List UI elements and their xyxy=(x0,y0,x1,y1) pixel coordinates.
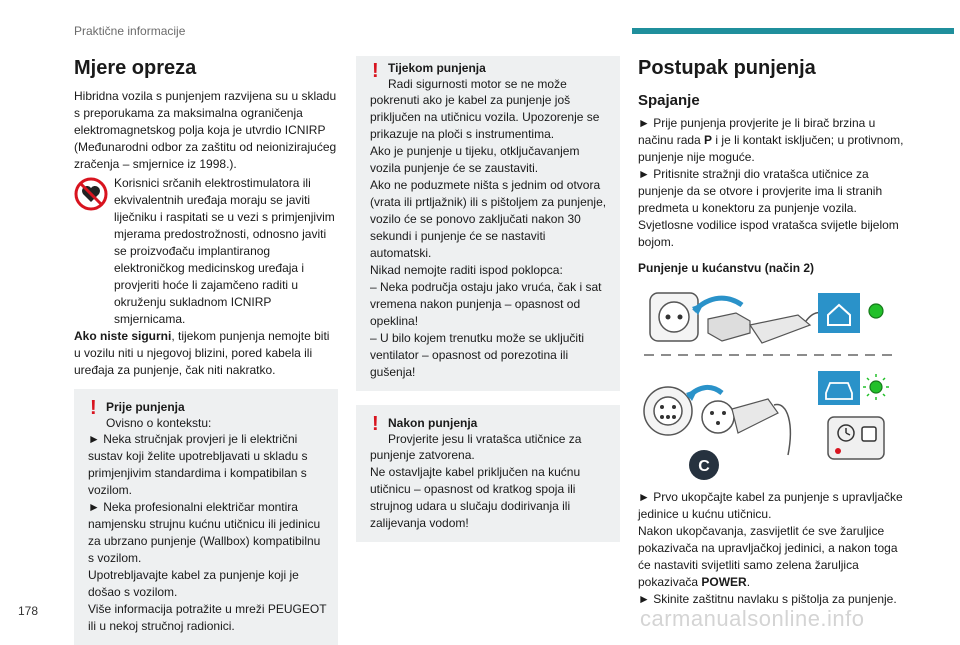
step-gear-text: ► Prije punjenja provjerite je li birač brzina u načinu rada xyxy=(638,116,876,147)
control-unit-icon xyxy=(750,315,810,343)
pacemaker-prohibition-icon xyxy=(74,177,108,211)
warning-line1: Provjerite jesu li vratašca utičnice za xyxy=(388,432,582,446)
warning-line1: Ovisno o kontekstu: xyxy=(106,416,212,430)
warning-icon: ! xyxy=(372,413,379,435)
warning-body: punjenje zatvorena. Ne ostavljajte kabel priključen na kućnu utičnicu – opasnost od kratkog spoja ili strujnog udara u slučaju dodirivanja ili zalijevanja vodom! xyxy=(370,448,581,530)
unsure-paragraph xyxy=(74,328,338,379)
step-gear-check xyxy=(638,115,912,166)
charging-illustration xyxy=(638,285,902,485)
warning-icon: ! xyxy=(90,397,97,419)
column-precautions xyxy=(74,56,338,645)
page-number: 178 xyxy=(18,604,39,618)
step-remove-cover: ► Skinite zaštitnu navlaku s pištolja za punjenje. xyxy=(638,592,897,606)
column-charging-procedure xyxy=(638,56,912,608)
step-open-flap: ► Pritisnite stražnji dio vratašca utičnice za punjenje da se otvore i provjerite ima li stranih predmeta u konektoru za punjenje vozila. Svjetlosne vodilice ispod vratašca svijetle bijelom bojom. xyxy=(638,167,899,249)
warning-after-charging xyxy=(356,405,620,542)
home-indicator xyxy=(818,293,860,333)
charge-led-icon xyxy=(870,381,882,393)
power-led-icon xyxy=(869,304,883,318)
connection-subtitle: Spajanje xyxy=(638,92,700,109)
watermark: carmanualsonline.info xyxy=(640,606,865,631)
pacemaker-block xyxy=(74,175,338,328)
warning-body: ► Neka stručnjak provjeri je li električni sustav koji želite upotrebljavati u skladu s primjenjivim standardima i kompatibilan s vozilom. ► Neka profesionalni električar montira namjensku strujnu kućnu utičnicu ili jedinicu za ubrzano punjenje (Wallbox) kompatibilnu s vozilom. Upotrebljavajte kabel za punjenje koji je došao s vozilom. Više informacija potražite u mreži PEUGEOT ili u nekoj stručnoj radionici. xyxy=(88,432,327,633)
step-plug-text: ► Prvo ukopčajte kabel za punjenje s upravljačke jedinice u kućnu utičnicu. Nakon ukopčavanja, zasvijetlit će sve žaruljice pokazivača na upravljačkoj jedinici, a nakon toga će nastaviti svijetliti samo zelena žaruljica pokazivača xyxy=(638,490,903,589)
label-c: C xyxy=(698,458,710,475)
pacemaker-text: Korisnici srčanih elektrostimulatora ili ekvivalentnih uređaja moraju se javiti liječniku i raspitati se u vezi s primjenjivim mjerama predostrožnosti, odnosno javiti se proizvođaču implantiranog elektroničkog medicinskog uređaja i provjeriti hoće li zajamčeno raditi u okruženju sukladnom ICNIRP smjernicama. xyxy=(114,176,335,326)
warning-title: Nakon punjenja xyxy=(388,416,478,430)
unsure-bold: Ako niste sigurni xyxy=(74,329,172,343)
power-label: POWER xyxy=(701,575,747,589)
pacemaker-text-start xyxy=(114,175,338,328)
header-accent-bar xyxy=(632,28,954,34)
home-charging-subtitle: Punjenje u kućanstvu (način 2) xyxy=(638,261,815,275)
warning-icon: ! xyxy=(372,60,379,82)
warning-title: Prije punjenja xyxy=(106,400,185,414)
unsure-rest: , tijekom punjenja nemojte biti u vozilu niti u njegovoj blizini, pored kabela ili uređaja za punjenje, čak niti nakratko. xyxy=(74,329,330,377)
warning-body: pokrenuti ako je kabel za punjenje još priključen na utičnicu vozila. Upozorenje se prikazuje na ploči s instrumentima. Ako je punjenje u tijeku, otključavanjem vozila punjenje će se zaustaviti. Ako ne poduzmete ništa s jednim od otvora (vrata ili prtljažnik) ili s pištoljem za punjenje, vozilo će se ponovo zaključati nakon 30 sekundi i punjenje će se nastaviti automatski. Nikad nemojte raditi ispod poklopca: – Neka područja ostaju jako vruća, čak i sat vremena nakon punjenja – opasnost od opeklina! – U bilo kojem trenutku može se uključiti ventilator – opasnost od porezotina ili gušenja! xyxy=(370,93,607,379)
warning-title: Tijekom punjenja xyxy=(388,61,486,75)
warning-during-charging xyxy=(356,56,620,391)
charging-diagram xyxy=(638,285,902,485)
procedure-title: Postupak punjenja xyxy=(638,57,816,79)
step-gear-rest: i je li kontakt isključen; u protivnom, punjenje nije moguće. xyxy=(638,133,904,164)
step-plug-in xyxy=(638,489,912,591)
charging-gun-icon xyxy=(702,401,734,433)
intro-paragraph: Hibridna vozila s punjenjem razvijena su u skladu s preporukama za maksimalna ograničenja elektromagnetskog polja koja je utvrdio ICNIRP (Međunarodni odbor za zaštitu od neionizirajućeg zračenja – smjernice iz 1998.). xyxy=(74,89,337,171)
precautions-title: Mjere opreza xyxy=(74,57,197,79)
section-header: Praktične informacije xyxy=(74,24,186,38)
warning-before-charging xyxy=(74,389,338,645)
column-warnings xyxy=(356,56,620,542)
gear-p-label: P xyxy=(704,133,713,147)
warning-line1: Radi sigurnosti motor se ne može xyxy=(388,77,567,91)
step-plug-end: . xyxy=(746,575,751,589)
